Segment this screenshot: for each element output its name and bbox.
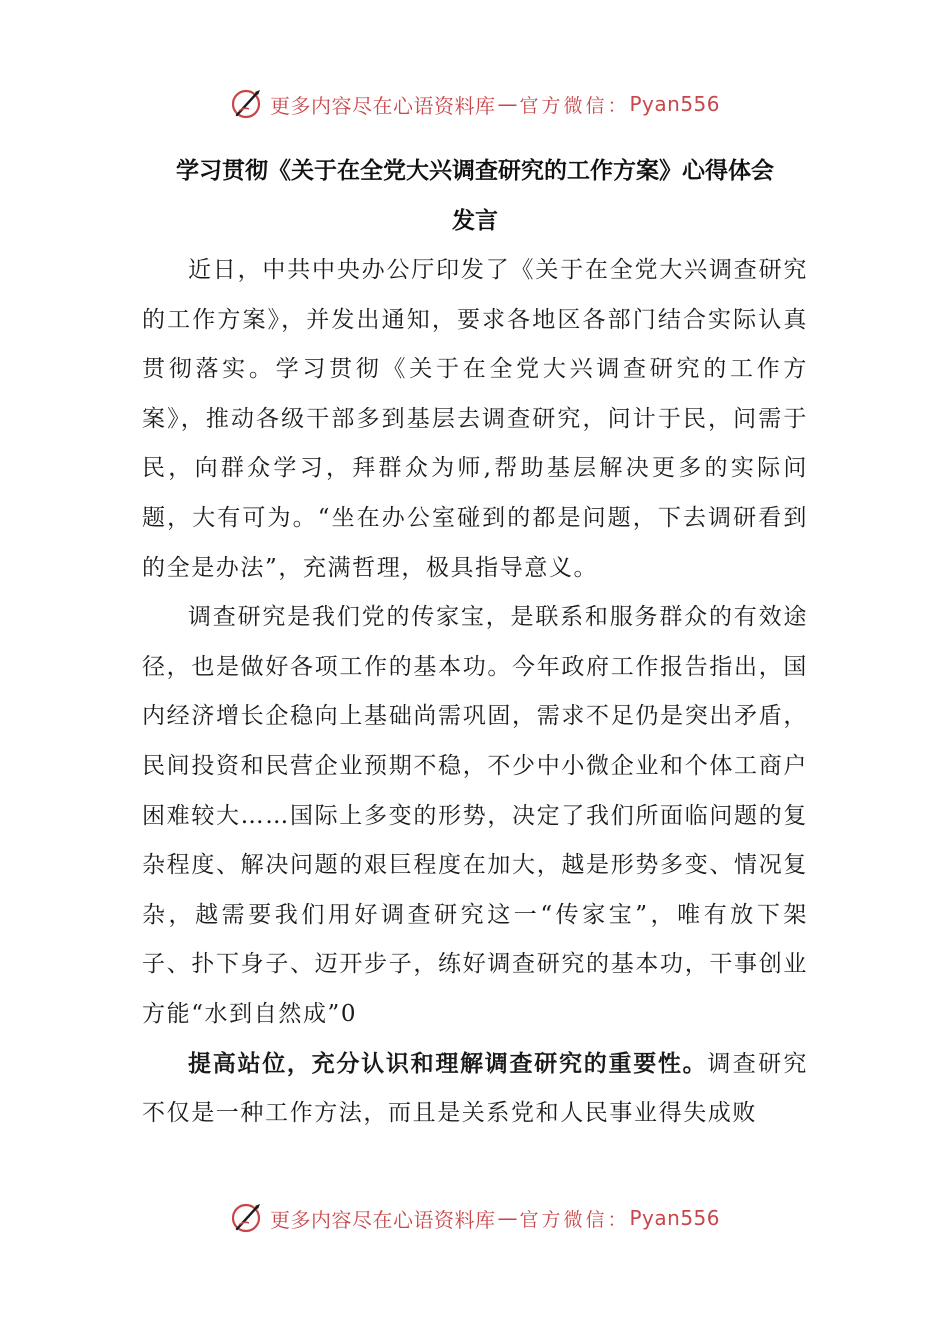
header-watermark: [0, 84, 950, 124]
paragraph-2: [142, 593, 808, 1039]
document-title-line-2: 发言: [452, 208, 498, 234]
watermark-site-text: 更多内容尽在心语资料库: [269, 93, 496, 118]
paragraph-2-text: 调查研究是我们党的传家宝，是联系和服务群众的有效途径，也是做好各项工作的基本功。今年政府工作报告指出，国内经济增长企稳向上基础尚需巩固，需求不足仍是突出矛盾，民间投资和民营企业预期不稳，不少中小微企业和个体工商户困难较大……国际上多变的形势，决定了我们所面临问题的复杂程度、解决问题的艰巨程度在加大，越是形势多变、情况复杂，越需要我们用好调查研究这一“传家宝”，唯有放下架子、扑下身子、迈开步子，练好调查研究的基本功，干事创业方能“水到自然成”0: [142, 604, 808, 1027]
watermark-wechat-id: Pyan556: [629, 1206, 721, 1230]
footer-watermark: [0, 1198, 950, 1238]
paragraph-3-text: 调查研究不仅是一种工作方法，而且是关系党和人民事业得失成败: [142, 1050, 809, 1127]
watermark-wechat-label: 官方微信：: [519, 1208, 630, 1231]
document-body: [142, 246, 808, 1139]
watermark-wechat-label: 官方微信：: [519, 94, 630, 117]
watermark-wechat-id: Pyan556: [629, 92, 721, 116]
paragraph-3: [142, 1040, 808, 1139]
pen-in-circle-logo: [230, 87, 264, 121]
document-title-line-1: 学习贯彻《关于在全党大兴调查研究的工作方案》心得体会: [176, 158, 774, 184]
watermark-dash: —: [497, 92, 518, 116]
paragraph-3-lead: 提高站位，充分认识和理解调查研究的重要性。: [188, 1050, 708, 1077]
pen-in-circle-logo: [230, 1201, 264, 1235]
watermark-site-text: 更多内容尽在心语资料库: [269, 1207, 496, 1232]
paragraph-1-text: 近日，中共中央办公厅印发了《关于在全党大兴调查研究的工作方案》，并发出通知，要求各地区各部门结合实际认真贯彻落实。学习贯彻《关于在全党大兴调查研究的工作方案》，推动各级干部多到基层去调查研究，问计于民，问需于民，向群众学习，拜群众为师,帮助基层解决更多的实际问题，大有可为。“坐在办公室碰到的都是问题，下去调研看到的全是办法”，充满哲理，极具指导意义。: [142, 257, 808, 581]
paragraph-1: [142, 246, 808, 593]
watermark-dash: —: [497, 1206, 518, 1230]
